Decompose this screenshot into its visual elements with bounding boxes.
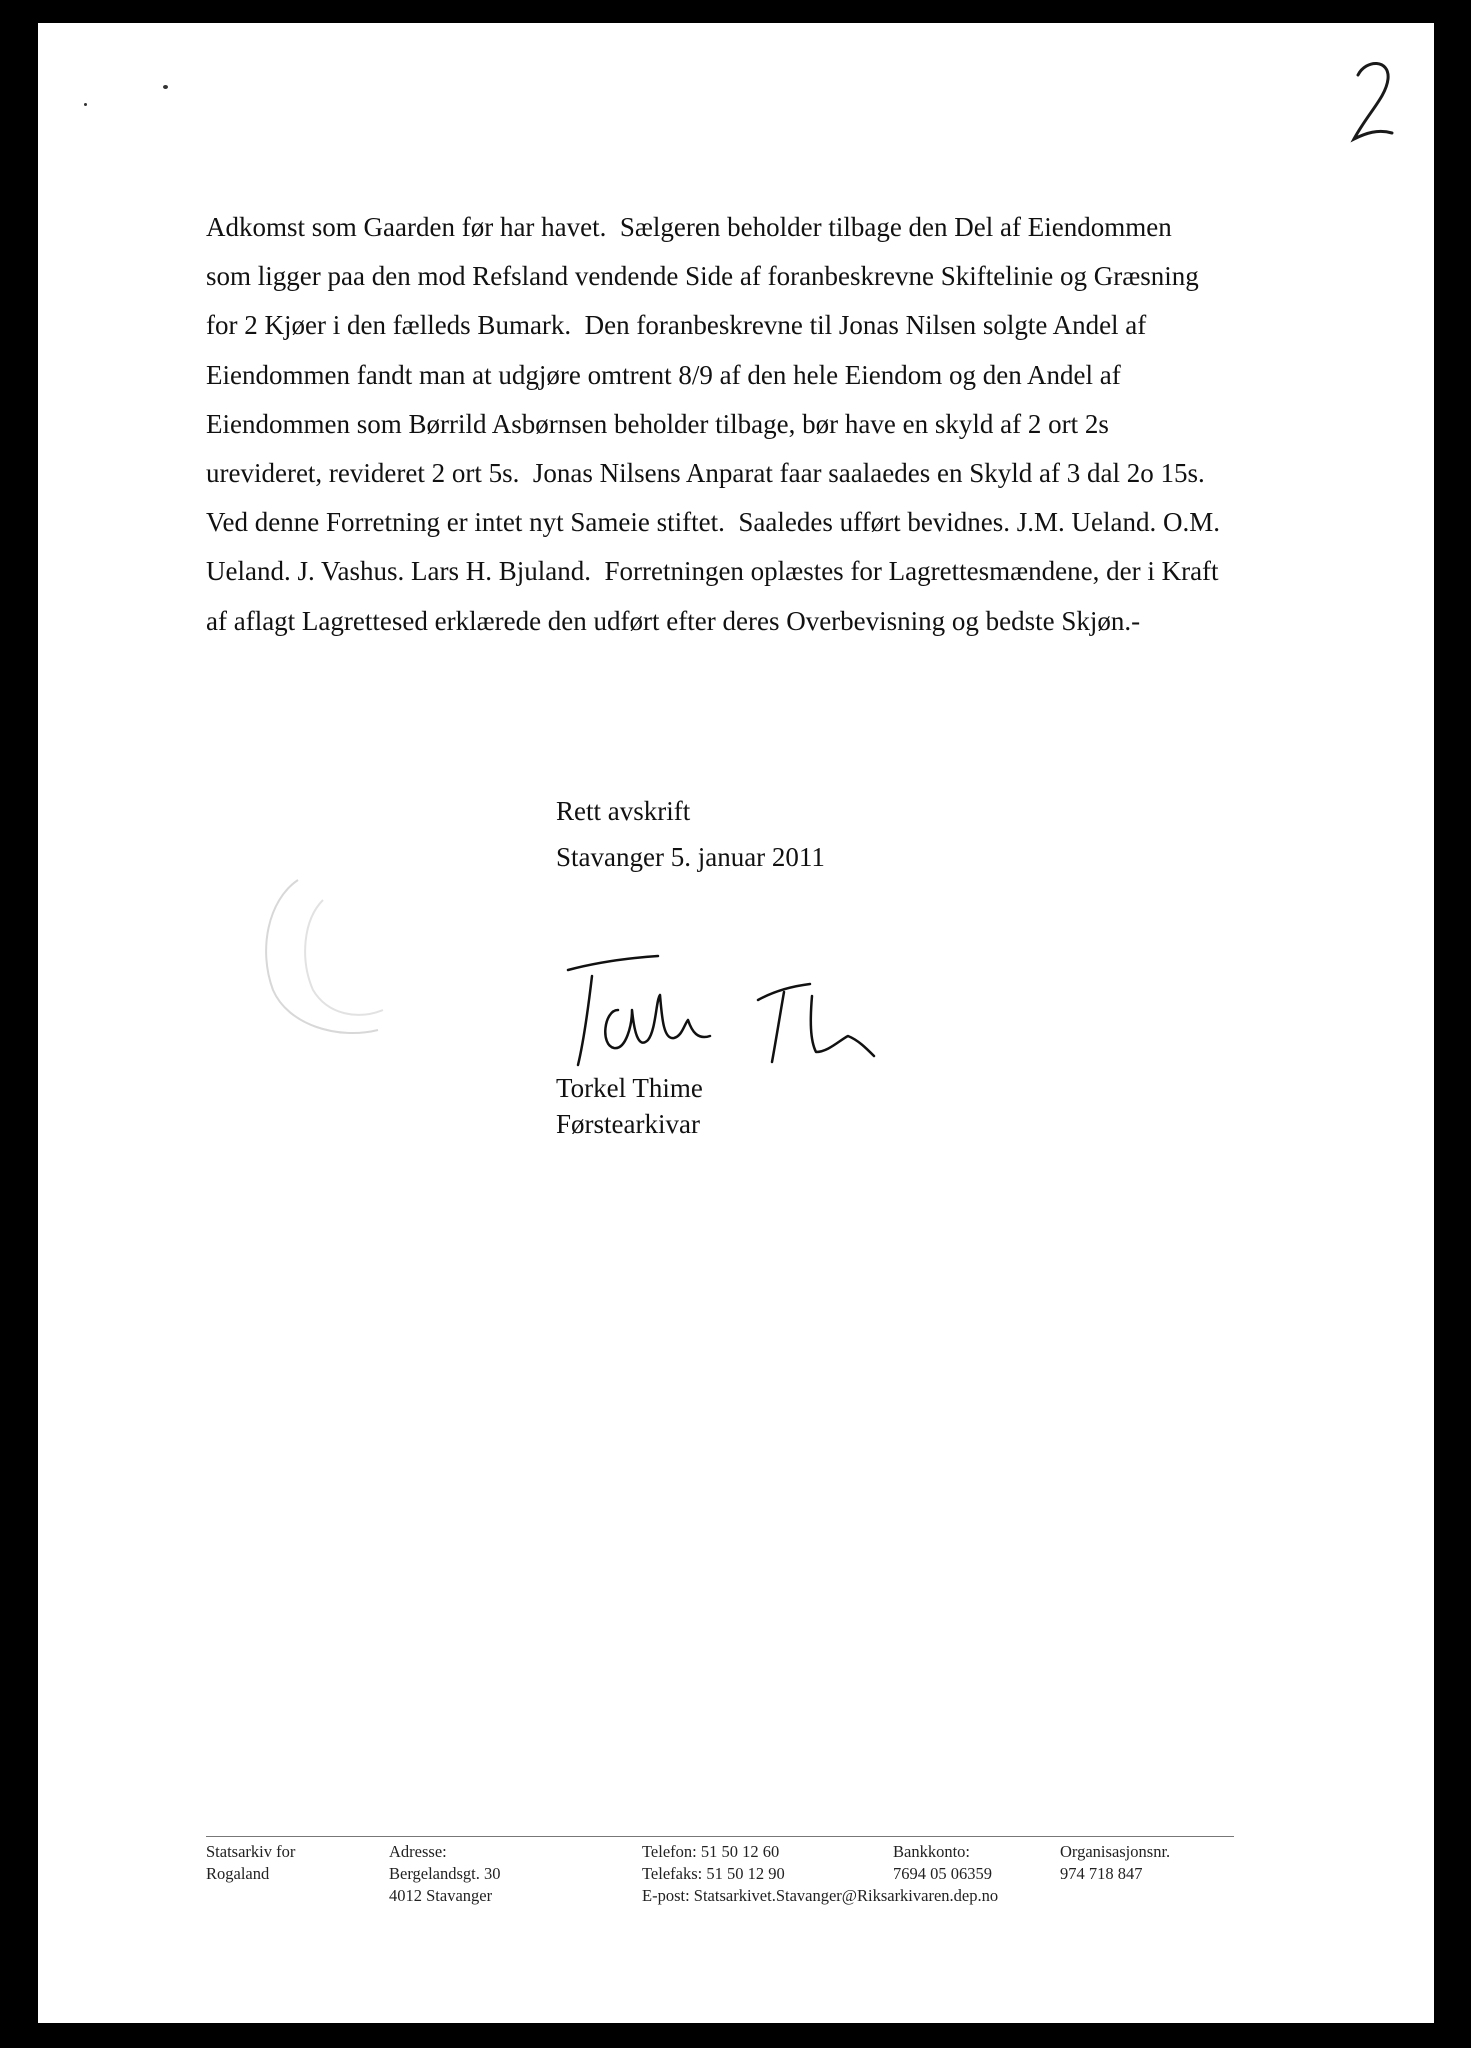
footer-line: 974 718 847 [1060, 1864, 1143, 1883]
body-line: urevideret, revideret 2 ort 5s. Jonas Nilsens Anparat faar saalaedes en Skyld af 3 dal 2o 15s. [206, 458, 1205, 489]
scan-speck [84, 103, 87, 106]
footer-line: Adresse: [389, 1842, 447, 1861]
body-line: Eiendommen som Børrild Asbørnsen beholder tilbage, bør have en skyld af 2 ort 2s [206, 408, 1109, 439]
body-line: af aflagt Lagrettesed erklærede den udført efter deres Overbevisning og bedste Skjøn.- [206, 605, 1141, 636]
signer-title: Førstearkivar [556, 1109, 700, 1139]
footer-org-number [1060, 1841, 1170, 1885]
certification-text: Rett avskrift [556, 796, 691, 826]
footer-address [389, 1841, 501, 1907]
body-line: Eiendommen fandt man at udgjøre omtrent 8/9 af den hele Eiendom og den Andel af [206, 359, 1121, 390]
footer-line: Rogaland [206, 1864, 270, 1883]
footer-line: Statsarkiv for [206, 1842, 296, 1861]
body-line: som ligger paa den mod Refsland vendende Side af foranbeskrevne Skiftelinie og Græsning [206, 261, 1199, 292]
body-line: Adkomst som Gaarden før har havet. Sælgeren beholder tilbage den Del af Eiendommen [206, 212, 1172, 242]
footer-line: Organisasjonsnr. [1060, 1842, 1171, 1861]
place-date: Stavanger 5. januar 2011 [556, 842, 825, 872]
footer-phone: Telefon: 51 50 12 60 [642, 1842, 780, 1861]
body-line: Ved denne Forretning er intet nyt Sameie stiftet. Saaledes ufført bevidnes. J.M. Ueland. O.M. [206, 507, 1221, 538]
body-line: for 2 Kjøer i den fælleds Bumark. Den foranbeskrevne til Jonas Nilsen solgte Andel af [206, 310, 1147, 341]
signer-name: Torkel Thime [556, 1073, 703, 1103]
signature [548, 940, 908, 1080]
footer-institution [206, 1841, 295, 1885]
faded-stamp [228, 860, 398, 1050]
scan-speck [163, 85, 168, 89]
body-text [206, 203, 1336, 646]
footer-line: Bergelandsgt. 30 [389, 1864, 501, 1883]
footer-line: 4012 Stavanger [389, 1886, 493, 1905]
footer-email[interactable]: E-post: Statsarkivet.Stavanger@Riksarkivaren.dep.no [642, 1886, 999, 1905]
signer-block [556, 1070, 703, 1142]
footer-divider [206, 1836, 1234, 1837]
footer-bank [893, 1841, 992, 1885]
footer-line: 7694 05 06359 [893, 1864, 992, 1883]
handwritten-page-number [1346, 53, 1402, 153]
closing-block [556, 788, 825, 880]
footer-line: Bankkonto: [893, 1842, 970, 1861]
footer-fax: Telefaks: 51 50 12 90 [642, 1864, 785, 1883]
body-line: Ueland. J. Vashus. Lars H. Bjuland. Forretningen oplæstes for Lagrettesmændene, der i Kraft [206, 556, 1219, 587]
